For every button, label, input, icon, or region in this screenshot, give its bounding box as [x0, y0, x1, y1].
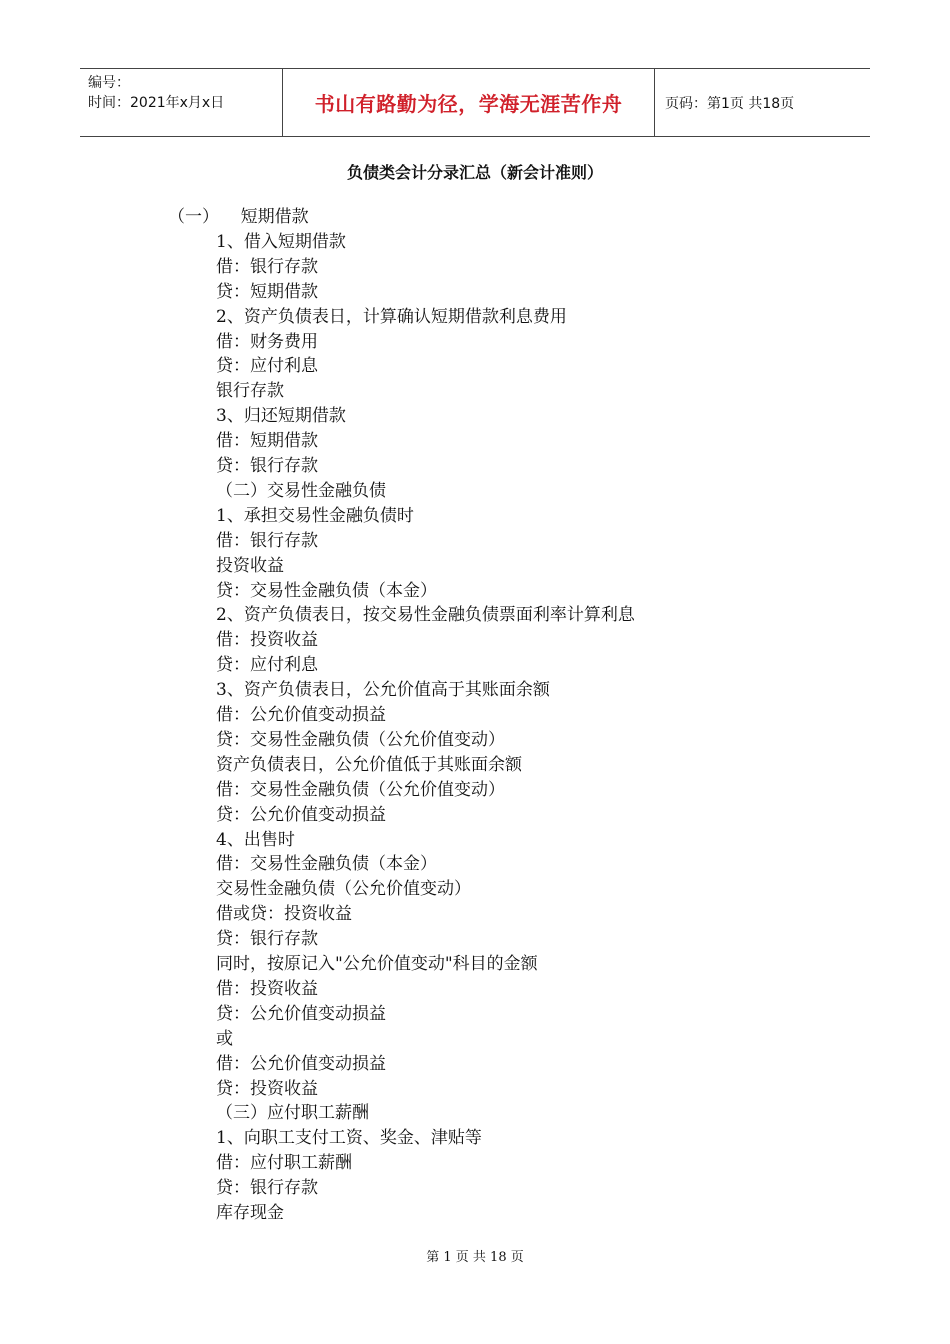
- body-line: 贷：短期借款: [216, 281, 318, 302]
- body-line: 交易性金融负债（公允价值变动）: [216, 879, 471, 900]
- body-line: 贷：交易性金融负债（本金）: [216, 580, 437, 601]
- body-line: 2、资产负债表日，计算确认短期借款利息费用: [216, 306, 567, 327]
- body-line: 借：应付职工薪酬: [216, 1153, 352, 1174]
- page-info: 页码：第1页 共18页: [665, 95, 795, 112]
- body-line: 借或贷：投资收益: [216, 904, 352, 925]
- motto: 书山有路勤为径，学海无涯苦作舟: [314, 92, 623, 116]
- body-line: 贷：公允价值变动损益: [216, 1003, 386, 1024]
- page-footer: 第 1 页 共 18 页: [426, 1250, 524, 1265]
- body-line: 借：交易性金融负债（公允价值变动）: [216, 779, 505, 800]
- document-title: 负债类会计分录汇总（新会计准则）: [346, 163, 603, 182]
- body-line: 借：投资收益: [216, 630, 318, 651]
- body-line: 1、向职工支付工资、奖金、津贴等: [216, 1128, 482, 1149]
- body-line: 资产负债表日，公允价值低于其账面余额: [216, 754, 522, 775]
- body-line: 借：银行存款: [216, 256, 318, 277]
- number-label: 编号：: [88, 75, 130, 91]
- body-line: 3、归还短期借款: [216, 406, 346, 427]
- body-line: 借：银行存款: [216, 530, 318, 551]
- body-line: 借：短期借款: [216, 431, 318, 452]
- body-line: 贷：银行存款: [216, 456, 318, 476]
- body-line: 贷：投资收益: [216, 1078, 318, 1099]
- body-line: 1、承担交易性金融负债时: [216, 505, 414, 526]
- body-line: 贷：交易性金融负债（公允价值变动）: [216, 729, 505, 750]
- body-line: 1、借入短期借款: [216, 231, 346, 252]
- header-motto-cell: [283, 69, 655, 136]
- body-line: 3、资产负债表日，公允价值高于其账面余额: [216, 680, 550, 701]
- body-line: 库存现金: [216, 1203, 284, 1223]
- body-line: 贷：应付利息: [216, 356, 318, 377]
- body-line: 借：公允价值变动损益: [216, 1053, 386, 1074]
- header-page-info-cell: [655, 69, 870, 136]
- body-line: 贷：应付利息: [216, 655, 318, 676]
- body-line: 2、资产负债表日，按交易性金融负债票面利率计算利息: [216, 605, 635, 626]
- body-line: 银行存款: [216, 381, 284, 402]
- body-line: 贷：银行存款: [216, 929, 318, 950]
- body-line: （二）交易性金融负债: [216, 480, 386, 501]
- body-line: 4、出售时: [216, 829, 295, 850]
- header-meta: [80, 69, 283, 136]
- body-line: 借：投资收益: [216, 978, 318, 999]
- body-line: 投资收益: [216, 555, 284, 576]
- body-line: 贷：公允价值变动损益: [216, 804, 386, 825]
- page-header: [80, 68, 870, 137]
- body-line: （一） 短期借款: [168, 207, 309, 227]
- body-line: 或: [216, 1028, 233, 1049]
- body-line: 同时，按原记入"公允价值变动"科目的金额: [216, 954, 538, 974]
- body-line: 借：公允价值变动损益: [216, 705, 386, 725]
- body-line: 借：财务费用: [216, 331, 318, 352]
- body-line: 贷：银行存款: [216, 1178, 318, 1199]
- body-line: （三）应付职工薪酬: [216, 1103, 369, 1124]
- time-label: 时间：2021年x月x日: [88, 95, 225, 111]
- body-line: 借：交易性金融负债（本金）: [216, 854, 437, 875]
